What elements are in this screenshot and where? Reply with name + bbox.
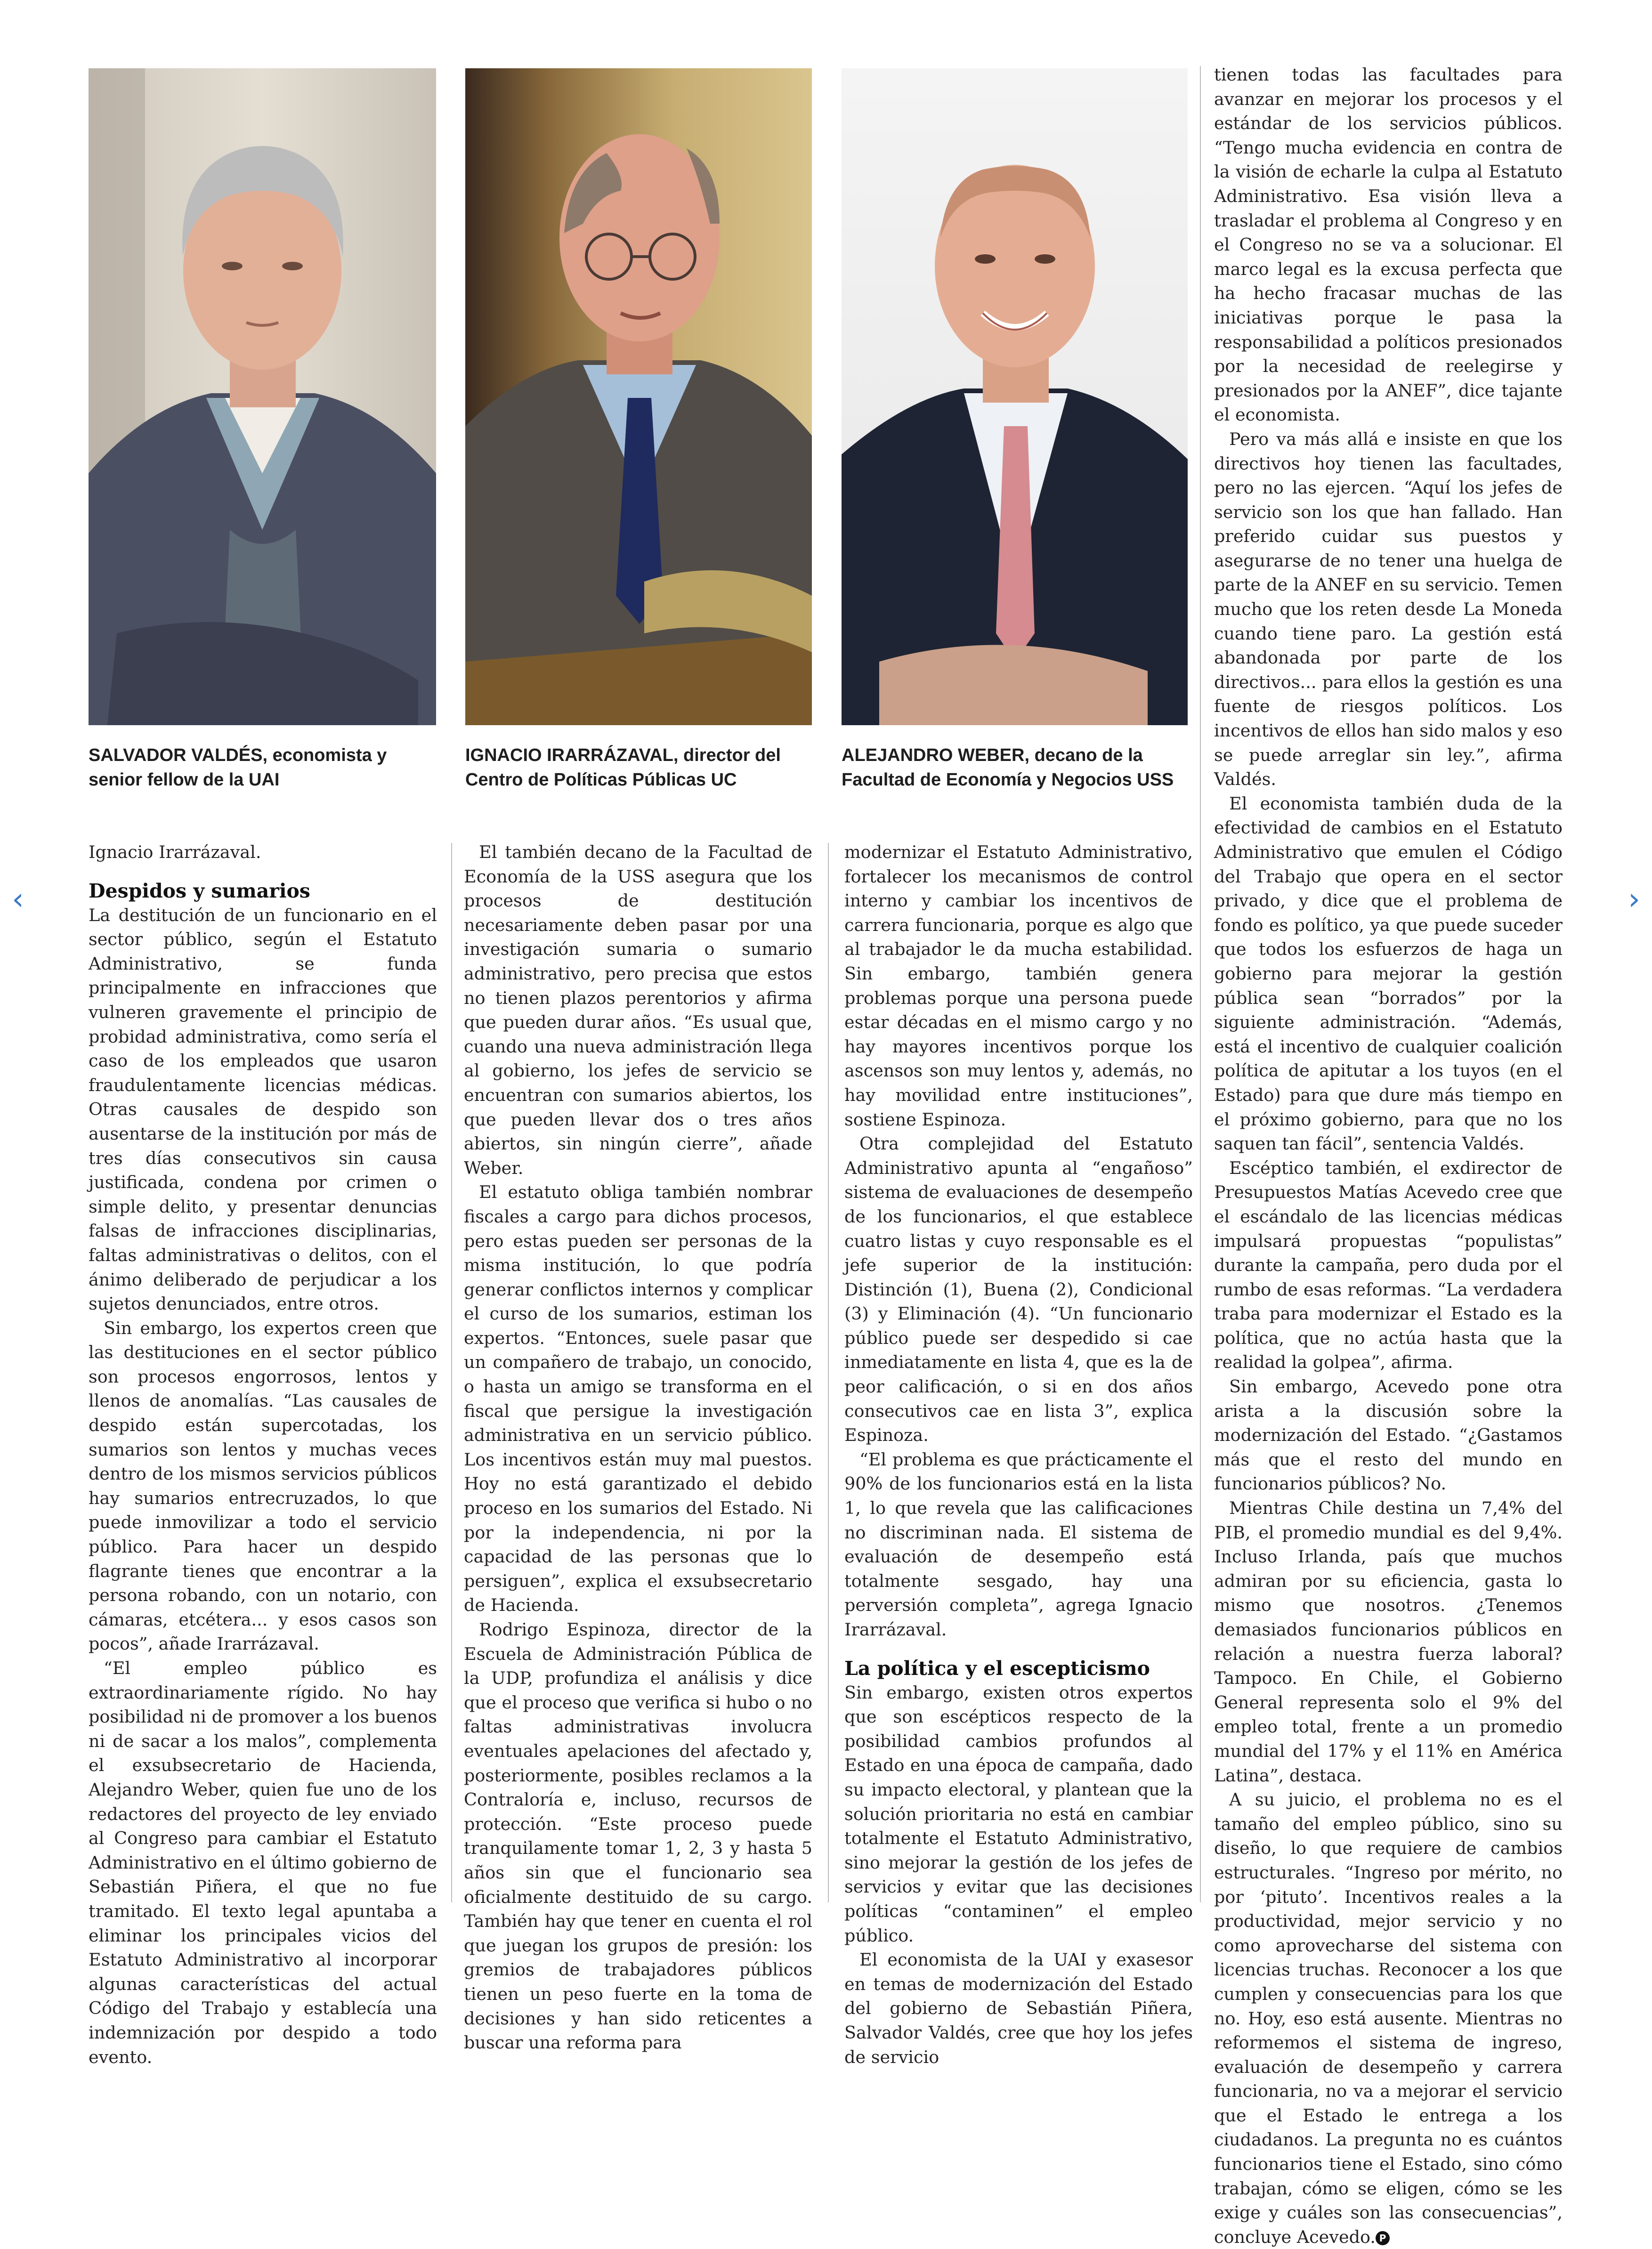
paragraph: Escéptico también, el exdirector de Presupuestos Matías Acevedo cree que el escándalo de las licencias médicas impulsará propuestas “populistas” durante la campaña, pero duda por el rumbo de esas reformas. “La verdadera traba para modernizar el Estado es la política, que no actúa hasta que la realidad la golpea”, afirma. bbox=[1214, 1157, 1563, 1373]
paragraph: Rodrigo Espinoza, director de la Escuela de Administración Pública de la UDP, profundiza el análisis y dice que el proceso que verifica si hubo o no faltas administrativas involucra eventuales apelaciones del afectado y, posteriormente, posibles reclamos a la Contraloría e, incluso, recursos de protección. “Este proceso puede tranquilamente tomar 1, 2, 3 y hasta 5 años sin que el funcionario sea oficialmente destituido de su cargo. También hay que tener en cuenta el rol que juegan los grupos de presión: los gremios de trabajadores públicos tienen un peso fuerte en la toma de decisiones y han sido reticentes a buscar una reforma para bbox=[464, 1619, 812, 2053]
paragraph: Sin embargo, Acevedo pone otra arista a la discusión sobre la modernización del Estado. “¿Gastamos más que el resto del mundo en funcionarios públicos? No. bbox=[1214, 1376, 1563, 1494]
section-heading-despidos: Despidos y sumarios bbox=[89, 879, 310, 902]
paragraph: El economista de la UAI y exasesor en temas de modernización del Estado del gobierno de Sebastián Piñera, Salvador Valdés, cree que hoy los jefes de servicio bbox=[844, 1950, 1193, 2067]
column-divider bbox=[828, 843, 829, 1902]
previous-page-arrow[interactable] bbox=[4, 881, 32, 918]
paragraph: Otra complejidad del Estatuto Administrativo apunta al “engañoso” sistema de evaluaciones de desempeño de los funcionarios, el que establece cuatro listas y cuyo responsable es el jefe superior de la institución: Distinción (1), Buena (2), Condicional (3) y Eliminación (4). “Un funcionario público puede ser despedido si cae inmediatamente en lista 4, que es la de peor calificación, o si en dos años consecutivos cae en lista 3”, explica Espinoza. bbox=[844, 1133, 1193, 1446]
paragraph: Sin embargo, los expertos creen que las destituciones en el sector público son procesos engorrosos, lentos y llenos de anomalías. “Las causales de despido están supercotadas, los sumarios son lentos y muchas veces dentro de los mismos servicios públicos hay sumarios entrecruzados, lo que puede inmovilizar a todo el servicio público. Para hacer un despido flagrante tienes que encontrar a la persona robando, con un notario, con cámaras, etcétera... y esos casos son pocos”, añade Irarrázaval. bbox=[89, 1318, 437, 1654]
article-column-4 bbox=[1214, 63, 1563, 2249]
chevron-left-icon: ‹ bbox=[12, 882, 24, 917]
photo-alejandro-weber bbox=[842, 68, 1188, 725]
photo-caption-irarrazaval: IGNACIO IRARRÁZAVAL, director del Centro de Políticas Públicas UC bbox=[465, 745, 781, 790]
chevron-right-icon: › bbox=[1628, 882, 1640, 917]
photo-caption-valdes: SALVADOR VALDÉS, economista y senior fellow de la UAI bbox=[89, 745, 387, 790]
article-column-3 bbox=[844, 840, 1193, 2069]
paragraph: Sin embargo, existen otros expertos que son escépticos respecto de la posibilidad cambios profundos al Estado en una época de campaña, dado su impacto electoral, y plantean que la solución prioritaria no está en cambiar totalmente el Estatuto Administrativo, sino mejorar la gestión de los jefes de servicios y evitar que las decisiones políticas “contaminen” el empleo público. bbox=[844, 1682, 1193, 1946]
photo-credit-line: Ignacio Irarrázaval. bbox=[89, 842, 261, 862]
paragraph bbox=[1214, 1788, 1563, 2249]
photo-salvador-valdes bbox=[89, 68, 436, 725]
paragraph: El estatuto obliga también nombrar fiscales a cargo para dichos procesos, pero estas pueden ser personas de la misma institución, lo que podría generar conflictos internos y complicar el curso de los sumarios, estiman los expertos. “Entonces, suele pasar que un compañero de trabajo, un conocido, o hasta un amigo se transforma en el fiscal que persigue la investigación administrativa en un servicio público. Los incentivos están muy mal puestos. Hoy no está garantizado el debido proceso en los sumarios del Estado. Ni por la independencia, ni por la capacidad de las personas que lo persiguen”, explica el exsubsecretario de Hacienda. bbox=[464, 1182, 812, 1616]
article-column-1 bbox=[89, 840, 437, 2069]
paragraph: modernizar el Estatuto Administrativo, fortalecer los mecanismos de control interno y cambiar los incentivos de carrera funcionaria, porque es algo que al trabajador le da mucha estabilidad. Sin embargo, también genera problemas porque una persona puede estar décadas en el mismo cargo y no hay mayores incentivos porque los ascensos son muy lentos y, además, no hay movilidad entre instituciones”, sostiene Espinoza. bbox=[844, 842, 1193, 1130]
column-divider bbox=[1200, 66, 1201, 1902]
paragraph: “El problema es que prácticamente el 90% de los funcionarios está en la lista 1, lo que revela que las calificaciones no discriminan nada. El sistema de evaluación de desempeño está totalmente sesgado, hay una perversión completa”, agrega Ignacio Irarrázaval. bbox=[844, 1449, 1193, 1640]
paragraph: “El empleo público es extraordinariamente rígido. No hay posibilidad ni de promover a los buenos ni de sacar a los malos”, complementa el exsubsecretario de Hacienda, Alejandro Weber, quien fue uno de los redactores del proyecto de ley enviado al Congreso para cambiar el Estatuto Administrativo en el último gobierno de Sebastián Piñera, el que no fue tramitado. El texto legal apuntaba a eliminar los principales vicios del Estatuto Administrativo al incorporar algunas características del actual Código del Trabajo y establecía una indemnización por despido a todo evento. bbox=[89, 1658, 437, 2067]
column-divider bbox=[451, 843, 452, 1902]
paragraph: El también decano de la Facultad de Economía de la USS asegura que los procesos de destitución necesariamente deben pasar por una investigación sumaria o sumario administrativo, pero precisa que estos no tienen plazos perentorios y afirma que pueden durar años. “Es usual que, cuando una nueva administración llega al gobierno, los jefes de servicio se encuentran con sumarios abiertos, los que pueden llevar dos o tres años abiertos, sin ningún cierre”, añade Weber. bbox=[464, 842, 812, 1178]
photo-caption-weber: ALEJANDRO WEBER, decano de la Facultad de Economía y Negocios USS bbox=[842, 745, 1174, 790]
section-heading-politica: La política y el escepticismo bbox=[844, 1657, 1150, 1680]
article-column-2 bbox=[464, 840, 812, 2055]
paragraph: Mientras Chile destina un 7,4% del PIB, el promedio mundial es del 9,4%. Incluso Irlanda, país que muchos admiran por su eficiencia, gasta lo mismo que nosotros. ¿Tenemos demasiados funcionarios públicos en relación a nuestra fuerza laboral? Tampoco. En Chile, el Gobierno General representa solo el 9% del empleo total, frente a un promedio mundial del 17% y el 11% en América Latina”, destaca. bbox=[1214, 1498, 1563, 1786]
paragraph-text: A su juicio, el problema no es el tamaño del empleo público, sino su diseño, lo que requiere de cambios estructurales. “Ingreso por mérito, no por ‘pituto’. Incentivos reales a la productividad, mejor servicio y no como aprovecharse del sistema con licencias truchas. Reconocer a los que cumplen y consecuencias para los que no. Hoy, eso está ausente. Mientras no reformemos el sistema de ingreso, evaluación de desempeño y carrera funcionaria, no va a mejorar el servicio que el Estado le entrega a los ciudadanos. La pregunta no es cuántos funcionarios tiene el Estado, sino cómo trabajan, cómo se eligen, cómo se les exige y cuáles son las consecuencias”, concluye Acevedo. bbox=[1214, 1789, 1563, 2247]
photo-ignacio-irarrazaval bbox=[465, 68, 812, 725]
paragraph: Pero va más allá e insiste en que los directivos hoy tienen las facultades, pero no las ejercen. “Aquí los jefes de servicio son los que han fallado. Han preferido cuidar sus puestos y asegurarse de no tener una huelga de parte de la ANEF en su servicio. Temen mucho que los reten desde La Moneda cuando tiene paro. La gestión está abandonada por parte de los directivos... para ellos la gestión es una fuente de riesgos políticos. Los incentivos de ellos han sido malos y eso se puede arreglar sin ley.”, afirma Valdés. bbox=[1214, 429, 1563, 790]
end-of-article-icon: P bbox=[1376, 2231, 1390, 2245]
paragraph: El economista también duda de la efectividad de cambios en el Estatuto Administrativo que emulen el Código del Trabajo que opera en el sector privado, y dice que el problema de fondo es político, ya que puede suceder que todos los esfuerzos de haga un gobierno para mejorar la gestión pública sean “borrados” por la siguiente administración. “Además, está el incentivo de cualquier coalición política de apitutar a los tuyos (en el Estado) para que dure más tiempo en el próximo gobierno, para que no los saquen tan fácil”, sentencia Valdés. bbox=[1214, 793, 1563, 1154]
next-page-arrow[interactable] bbox=[1620, 881, 1648, 918]
paragraph: La destitución de un funcionario en el sector público, según el Estatuto Administrativo, se funda principalmente en infracciones que vulneren gravemente el principio de probidad administrativa, como sería el caso de los empleados que usaron fraudulentamente licencias médicas. Otras causales de despido son ausentarse de la institución por más de tres días consecutivos sin causa justificada, condena por crimen o simple delito, y presentar denuncias falsas de infracciones disciplinarias, faltas administrativas o delitos, con el ánimo deliberado de perjudicar a los sujetos denunciados, entre otros. bbox=[89, 905, 437, 1314]
paragraph: tienen todas las facultades para avanzar en mejorar los procesos y el estándar de los servicios públicos. “Tengo mucha evidencia en contra de la visión de echarle la culpa al Estatuto Administrativo. Esa visión lleva a trasladar el problema al Congreso y en el Congreso no se va a solucionar. El marco legal es la excusa perfecta que ha hecho fracasar muchas de las iniciativas porque le pasa la responsabilidad a políticos presionados por la necesidad de reelegirse y presionados por la ANEF”, dice tajante el economista. bbox=[1214, 65, 1563, 425]
